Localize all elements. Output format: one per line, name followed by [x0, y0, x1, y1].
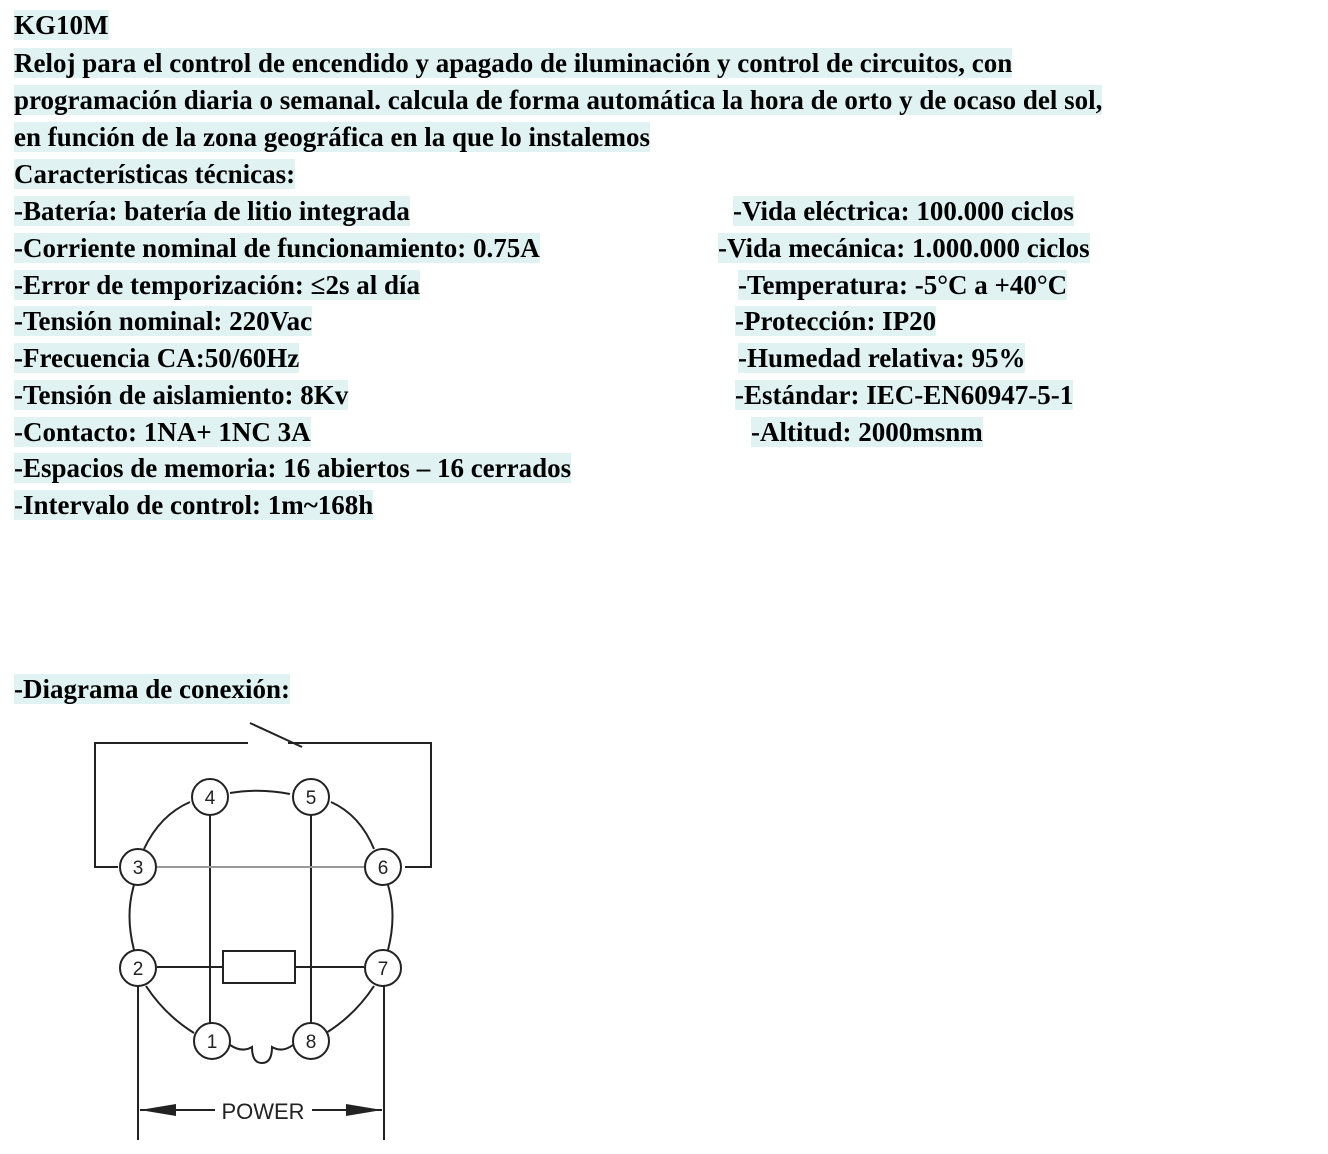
spec-left-item: -Tensión nominal: 220Vac	[14, 306, 313, 336]
pin-3-label: 3	[132, 858, 144, 879]
spec-left-item: -Corriente nominal de funcionamiento: 0.75A	[14, 233, 540, 263]
socket-arc-right-top	[331, 802, 374, 849]
spec-left-item: -Intervalo de control: 1m~168h	[14, 490, 374, 520]
intro-line-2: programación diaria o semanal. calcula de forma automática la hora de orto y de ocaso del sol,	[14, 85, 1103, 115]
document-title: KG10M	[14, 10, 109, 40]
spec-left-item: -Contacto: 1NA+ 1NC 3A	[14, 417, 311, 447]
spec-left-item: -Error de temporización: ≤2s al día	[14, 270, 421, 300]
pin-2-label: 2	[132, 959, 144, 980]
pin-7-label: 7	[377, 959, 389, 980]
socket-arc-left-top	[144, 802, 190, 849]
socket-arc-left	[130, 885, 135, 950]
pin-1-label: 1	[206, 1032, 218, 1053]
socket-arc-right	[388, 885, 393, 950]
power-arrowhead-right	[346, 1104, 382, 1116]
pin-4-label: 4	[204, 788, 216, 809]
connection-diagram	[80, 705, 460, 1154]
spec-right-item: -Protección: IP20	[735, 306, 937, 336]
coil-symbol	[223, 951, 295, 983]
socket-arc-left-bottom	[146, 986, 194, 1033]
spec-right-item: -Vida mecánica: 1.000.000 ciclos	[718, 233, 1090, 263]
spec-right-item: -Vida eléctrica: 100.000 ciclos	[733, 196, 1074, 226]
intro-line-3: en función de la zona geográfica en la que lo instalemos	[14, 122, 650, 152]
spec-right-item: -Estándar: IEC-EN60947-5-1	[735, 380, 1074, 410]
spec-left-item: -Tensión de aislamiento: 8Kv	[14, 380, 349, 410]
diagram-heading: -Diagrama de conexión:	[14, 674, 290, 704]
intro-line-1: Reloj para el control de encendido y apagado de iluminación y control de circuitos, con	[14, 48, 1013, 78]
socket-arc-top	[230, 791, 290, 794]
spec-left-item: -Espacios de memoria: 16 abiertos – 16 cerrados	[14, 453, 572, 483]
specs-heading: Características técnicas:	[14, 159, 296, 189]
spec-right-item: -Temperatura: -5°C a +40°C	[738, 270, 1068, 300]
spec-right-item: -Altitud: 2000msnm	[751, 417, 983, 447]
spec-left-item: -Batería: batería de litio integrada	[14, 196, 410, 226]
pin-6-label: 6	[377, 858, 389, 879]
spec-left-item: -Frecuencia CA:50/60Hz	[14, 343, 300, 373]
power-arrowhead-left	[140, 1104, 176, 1116]
power-label: POWER	[221, 1099, 305, 1124]
socket-key-notch	[230, 1045, 293, 1063]
socket-arc-right-bottom	[326, 986, 374, 1033]
pin-5-label: 5	[305, 788, 317, 809]
spec-right-item: -Humedad relativa: 95%	[738, 343, 1026, 373]
pin-8-label: 8	[305, 1032, 317, 1053]
